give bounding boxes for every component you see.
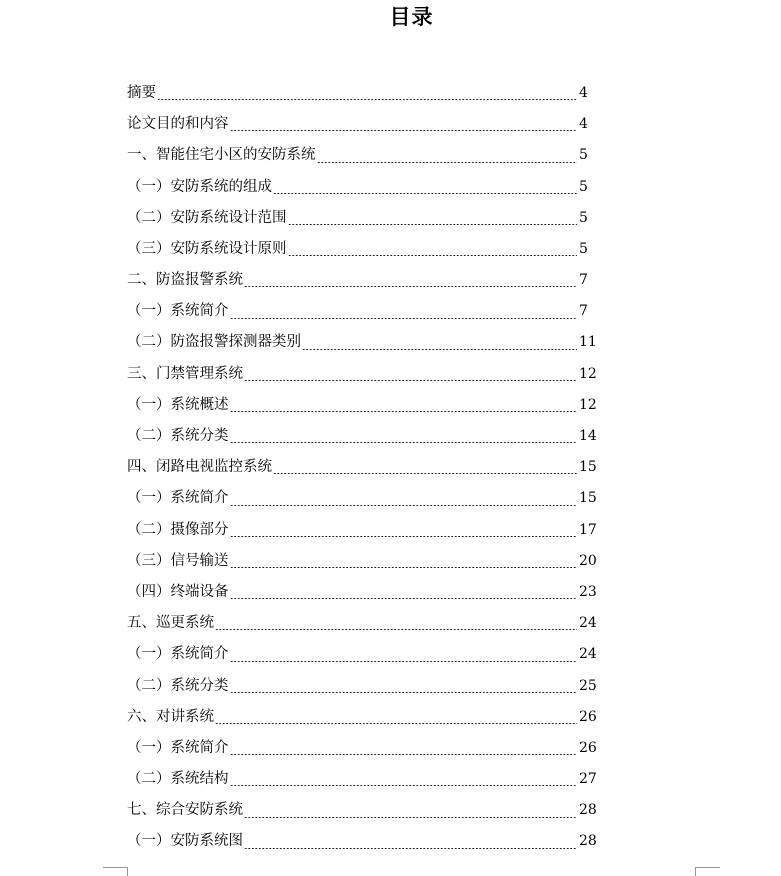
- toc-entry-text: （四）终端设备: [127, 583, 229, 600]
- toc-entry-text: （一）安防系统的组成: [127, 178, 272, 195]
- toc-entry-text: （三）信号输送: [127, 552, 229, 569]
- toc-entry-page: 12: [579, 396, 597, 413]
- toc-entry[interactable]: [127, 515, 597, 546]
- toc-entry-text: （一）安防系统图: [127, 833, 243, 850]
- dot-leader: [230, 318, 578, 319]
- toc-entry-page: 24: [579, 615, 597, 632]
- dot-leader: [230, 567, 578, 568]
- toc-entry-page: 25: [579, 677, 597, 694]
- dot-leader: [230, 754, 578, 755]
- toc-entry[interactable]: [127, 328, 597, 359]
- toc-entry[interactable]: [127, 639, 597, 670]
- dot-leader: [230, 598, 578, 599]
- dot-leader: [288, 224, 578, 225]
- toc-entry-text: （二）系统分类: [127, 428, 229, 445]
- toc-entry-page: 23: [579, 583, 597, 600]
- toc-entry[interactable]: [127, 359, 597, 390]
- toc-entry-text: （一）系统简介: [127, 490, 229, 507]
- dot-leader: [244, 817, 577, 818]
- dot-leader: [215, 723, 577, 724]
- toc-entry-text: （一）系统简介: [127, 646, 229, 663]
- dot-leader: [273, 193, 577, 194]
- toc-entry[interactable]: [127, 577, 597, 608]
- toc-entry-page: 12: [579, 365, 597, 382]
- toc-entry-text: （三）安防系统设计原则: [127, 240, 287, 257]
- toc-entry[interactable]: [127, 109, 597, 140]
- dot-leader: [230, 661, 578, 662]
- dot-leader: [230, 442, 578, 443]
- toc-entry-page: 26: [579, 708, 597, 725]
- toc-title: 目录: [389, 5, 434, 29]
- toc-entry-text: （二）摄像部分: [127, 521, 229, 538]
- toc-entry-page: 14: [579, 428, 597, 445]
- dot-leader: [302, 349, 577, 350]
- dot-leader: [230, 411, 578, 412]
- toc-entry-page: 26: [579, 739, 597, 756]
- toc-entry-page: 11: [579, 334, 597, 351]
- toc-entry[interactable]: [127, 733, 597, 764]
- toc-entry-page: 5: [579, 178, 588, 195]
- toc-entry[interactable]: [127, 608, 597, 639]
- toc-entry-text: 摘要: [127, 84, 156, 101]
- toc-list: [127, 78, 597, 858]
- toc-entry-text: （一）系统简介: [127, 739, 229, 756]
- toc-entry-text: （二）防盗报警探测器类别: [127, 334, 301, 351]
- toc-entry-text: （二）系统分类: [127, 677, 229, 694]
- toc-entry[interactable]: [127, 421, 597, 452]
- toc-entry-page: 28: [579, 802, 597, 819]
- toc-entry-text: 五、巡更系统: [127, 615, 214, 632]
- toc-entry[interactable]: [127, 671, 597, 702]
- toc-entry-text: 六、对讲系统: [127, 708, 214, 725]
- toc-entry-page: 28: [579, 833, 597, 850]
- toc-entry-text: 七、综合安防系统: [127, 802, 243, 819]
- dot-leader: [157, 99, 577, 100]
- toc-entry[interactable]: [127, 140, 597, 171]
- toc-entry-text: （一）系统简介: [127, 303, 229, 320]
- toc-entry-page: 5: [579, 209, 588, 226]
- dot-leader: [317, 162, 578, 163]
- toc-entry-text: 论文目的和内容: [127, 116, 229, 133]
- toc-entry-text: （二）系统结构: [127, 771, 229, 788]
- toc-entry-page: 5: [579, 147, 588, 164]
- toc-entry[interactable]: [127, 78, 597, 109]
- dot-leader: [230, 130, 578, 131]
- toc-entry-text: 二、防盗报警系统: [127, 272, 243, 289]
- toc-entry[interactable]: [127, 764, 597, 795]
- toc-entry-page: 7: [579, 272, 588, 289]
- toc-entry[interactable]: [127, 296, 597, 327]
- toc-entry-text: 一、智能住宅小区的安防系统: [127, 147, 316, 164]
- toc-entry[interactable]: [127, 172, 597, 203]
- toc-entry-text: （一）系统概述: [127, 396, 229, 413]
- toc-entry[interactable]: [127, 827, 597, 858]
- toc-entry[interactable]: [127, 203, 597, 234]
- dot-leader: [244, 286, 577, 287]
- toc-entry[interactable]: [127, 390, 597, 421]
- toc-entry-page: 27: [579, 771, 597, 788]
- toc-entry-text: 四、闭路电视监控系统: [127, 459, 272, 476]
- dot-leader: [230, 692, 578, 693]
- dot-leader: [288, 255, 578, 256]
- dot-leader: [244, 848, 577, 849]
- toc-entry-page: 17: [579, 521, 597, 538]
- toc-entry[interactable]: [127, 265, 597, 296]
- toc-entry-page: 5: [579, 240, 588, 257]
- toc-entry-page: 15: [579, 490, 597, 507]
- toc-entry-text: 三、门禁管理系统: [127, 365, 243, 382]
- toc-entry-page: 24: [579, 646, 597, 663]
- dot-leader: [230, 785, 578, 786]
- dot-leader: [230, 505, 578, 506]
- toc-entry-page: 15: [579, 459, 597, 476]
- toc-entry[interactable]: [127, 483, 597, 514]
- dot-leader: [244, 380, 577, 381]
- toc-entry-page: 7: [579, 303, 588, 320]
- toc-entry-text: （二）安防系统设计范围: [127, 209, 287, 226]
- dot-leader: [273, 473, 577, 474]
- toc-entry[interactable]: [127, 546, 597, 577]
- toc-entry[interactable]: [127, 234, 597, 265]
- toc-entry-page: 4: [579, 84, 588, 101]
- dot-leader: [230, 536, 578, 537]
- dot-leader: [215, 629, 577, 630]
- toc-entry[interactable]: [127, 452, 597, 483]
- toc-entry-page: 20: [579, 552, 597, 569]
- toc-entry[interactable]: [127, 702, 597, 733]
- toc-entry[interactable]: [127, 795, 597, 826]
- toc-entry-page: 4: [579, 116, 588, 133]
